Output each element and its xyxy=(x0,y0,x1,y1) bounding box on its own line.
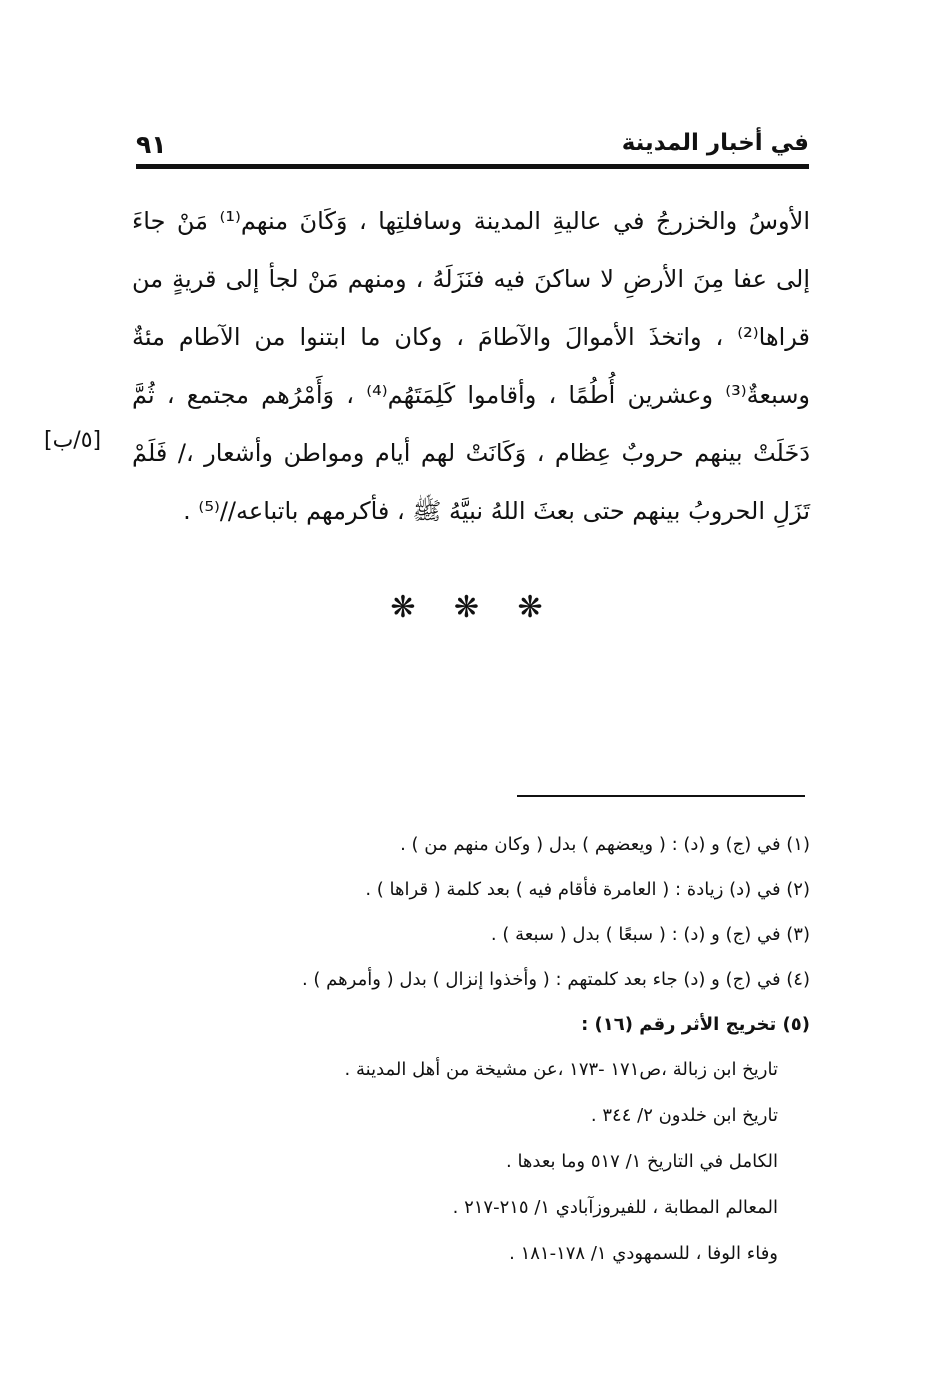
source-citation-1: تاريخ ابن زبالة ،ص١٧١ -١٧٣ ،عن مشيخة من أهل المدينة . xyxy=(344,1059,778,1080)
footnote-1: (١) في (ج) و (د) : ( ويعضهم ) بدل ( وكان منهم من ) . xyxy=(400,834,810,855)
source-citation-2: تاريخ ابن خلدون ٢/ ٣٤٤ . xyxy=(590,1105,778,1126)
main-paragraph: الأوسُ والخزرجُ في عاليةِ المدينة وسافلتِها ، وَكَانَ منهم⁽¹⁾ مَنْ جاءَ إلى عفا مِنَ الأرضِ لا ساكنَ فيه فنَزَلَهُ ، ومنهم مَنْ لجأ إلى قريةٍ من قراها⁽²⁾ ، واتخذَ الأموالَ والآطامَ ، وكان ما ابتنوا من الآطام مئةٌ وسبعةٌ⁽³⁾ وعشرين أُطُمًا ، وأقاموا كَلِمَتَهُم⁽⁴⁾ ، وَأَمْرُهم مجتمع ، ثُمَّ دَخَلَتْ بينهم حروبٌ عِظام ، وَكَانَتْ لهم أيام ومواطن وأشعار ،/ فَلَمْ تَزَلِ الحروبُ بينهم حتى بعثَ اللهُ نبيَّهُ ﷺ ، فأكرمهم باتباعه//⁽⁵⁾ . xyxy=(132,207,811,525)
footnote-4: (٤) في (ج) و (د) جاء بعد كلمتهم : ( وأخذوا إنزال ) بدل ( وأمرهم ) . xyxy=(301,969,810,990)
page-header xyxy=(136,128,809,164)
running-title: في أخبار المدينة xyxy=(621,130,809,156)
source-citation-5: وفاء الوفا ، للسمهودي ١/ ١٧٨-١٨١ . xyxy=(509,1243,778,1264)
header-rule xyxy=(136,164,809,169)
page-number: ٩١ xyxy=(136,130,167,159)
footnote-rule xyxy=(517,795,805,797)
main-text-block xyxy=(132,192,810,540)
source-citation-3: الكامل في التاريخ ١/ ٥١٧ وما بعدها . xyxy=(506,1151,778,1172)
footnotes-section xyxy=(200,822,810,1277)
manuscript-folio-reference: [٥/ب] xyxy=(44,428,102,453)
source-citation-4: المعالم المطابة ، للفيروزآبادي ١/ ٢١٥-٢١٧ . xyxy=(452,1197,778,1218)
footnote-3: (٣) في (ج) و (د) : ( سبعًا ) بدل ( سبعة ) . xyxy=(490,924,810,945)
section-separator: ❋ ❋ ❋ xyxy=(390,590,557,625)
footnote-5: (٥) تخريج الأثر رقم (١٦) : xyxy=(581,1014,810,1035)
footnote-2: (٢) في (د) زيادة : ( العامرة فأقام فيه ) بعد كلمة ( قراها ) . xyxy=(365,879,810,900)
